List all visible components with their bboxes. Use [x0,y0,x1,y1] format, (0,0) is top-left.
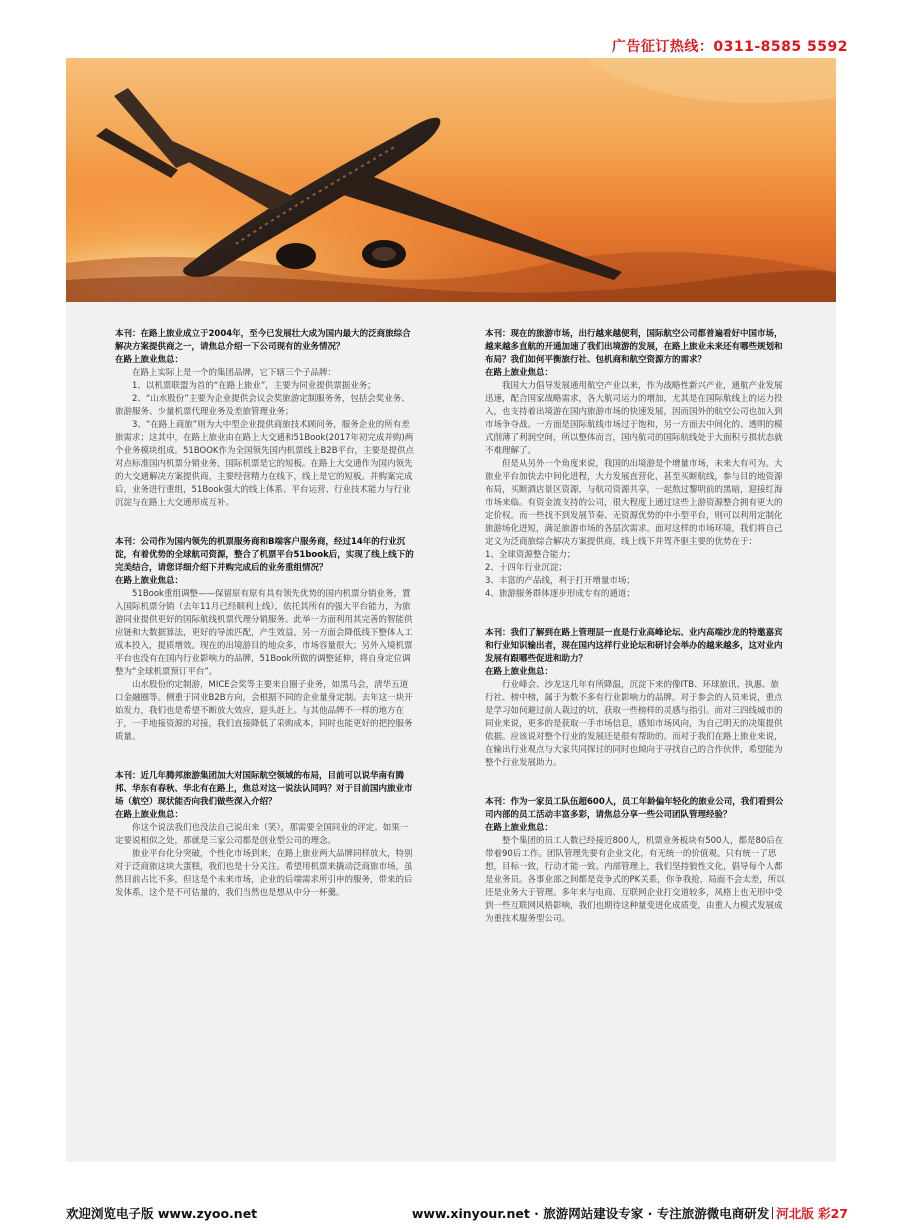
interview-question: 本刊：现在的旅游市场，出行越来越便利，国际航空公司都普遍看好中国市场，越来越多直航的开通加速了我们出境游的发展，在路上旅业未来还有哪些规划和布局？我们如何平衡旅行社、包机商和航空资源方的需求？ [485,329,783,365]
footer-sponsor-text[interactable]: www.xinyour.net · 旅游网站建设专家 · 专注旅游微电商研发 [411,1206,770,1221]
footer-website-link[interactable]: 欢迎浏览电子版 www.zyoo.net [66,1206,258,1221]
answer-paragraph: 51Book重组调整——保留原有原有具有领先优势的国内机票分销业务，置入国际机票分销（去年11月已经顺利上线），依托其所有的强大平台能力，为旅游同业提供更好的国际航线机票代理分销服务。此举一方面利用其完善的智能供应链和大数据算法，更好的导流匹配，产生效益，另一方面会降低线下整体人工成本投入，提质增效。现在的出境游目的地众多，市场容量很大；另外入境机票平台也没有在国内行业影响力的品牌，51Book所做的调整延伸，将自身定位调整为“全球机票预订平台”。 [115,589,413,677]
answer-paragraph: 山水股份的定制游，MICE会奖等主要来自圈子业务，如黑马会，清华五道口金融圈等。侧重于同业B2B方向，会根据不同的企业量身定制。去年这一块开始发力，我们也是希望不断放大效应，迎头赶上。与其他品牌不一样的地方在于，一手地接资源的对接，我们直接降低了采购成本，同时也能更好的把控服务质量。 [115,680,413,742]
page-number: 彩27 [818,1206,848,1221]
answer-paragraph: 2、“山水股份”主要为企业提供会议会奖旅游定制服务务，包括会奖业务、旅游服务、少量机票代理业务及差旅管理业务； [115,394,410,417]
answer-speaker: 在路上旅业焦总： [485,823,554,833]
edition-label: 河北版 [776,1206,814,1221]
answer-paragraph: 3、“在路上商旅”则为大中型企业提供商旅技术顾问务，服务企业的所有差旅需求；这其中，在路上旅业由在路上大交通和51Book(2017年初完成并购)两个业务模块组成。51BOOK作为全国领先国内机票线上B2B平台，主要是提供点对点标准国内机票分销业务，国际机票是它的短板。在路上大交通作为国内领先的大交通解决方案提供商，主要经营精力在线下，线上是它的短板。并购案完成后，业务进行重组，51Book强大的线上体系、平台运营、行业技术能力与行业沉淀与在路上大交通形成互补。 [115,420,415,508]
advantage-list-item: 4、旅游服务群体逐步形成专有的通道； [485,589,635,599]
answer-paragraph: 行业峰会、沙龙这几年有所降温，沉淀下来的像ITB、环球旅讯、执惠、旅行社、榜中榜，属于为数不多有行业影响力的品牌。对于参会的人员来说，重点是学习如何避过前人栽过的坑，获取一些榜样的灵感与指引。而对三四线城市的同业来说，更多的是获取一手市场信息，感知市场风向，为自己明天的决策提供依据。应该说对整个行业的发展还是很有帮助的。而对于我们在路上旅业来说，在输出行业观点与大家共同探讨的同时也倾向于寻找自己的合作伙伴，希望能为整个行业发展助力。 [485,680,783,768]
advantage-list-item: 1、全球资源整合能力； [485,550,576,560]
answer-paragraph: 在路上实际上是一个的集团品牌，它下辖三个子品牌： [132,368,337,378]
advert-hotline: 广告征订热线：0311-8585 5592 [611,39,848,55]
answer-speaker: 在路上旅业焦总： [115,576,184,586]
interview-question: 本刊：在路上旅业成立于2004年，至今已发展壮大成为国内最大的泛商旅综合解决方案提供商之一，请焦总介绍一下公司现有的业务情况？ [115,329,411,352]
interview-question: 本刊：作为一家员工队伍超600人，员工年龄偏年轻化的旅业公司，我们看到公司内部的员工活动丰富多彩，请焦总分享一些公司团队管理经验？ [485,797,784,820]
answer-paragraph: 整个集团的员工人数已经接近800人，机票业务板块有500人，都是80后在带着90后工作。团队管理先要有企业文化，有无统一的价值观。只有统一了思想，目标一致，行动才能一致。内部管理上，我们坚持狼性文化，倡导每个人都是业务员。各事业部之间都是竞争式的PK关系，你争我抢，局面不会太差，所以还是业务大于管理。多年来与电商、互联网企业打交道较多，风格上也无形中受到一些互联网风格影响，我们也期待这种量变进化成质变，由重人力模式发展成为重技术服务型公司。 [485,836,785,924]
interview-question: 本刊：近几年腾邦旅游集团加大对国际航空领域的布局，目前可以说华南有腾邦、华东有春秋、华北有在路上，焦总对这一说法认同吗？对于目前国内旅业市场（航空）现状能否向我们做些深入介绍？ [115,771,413,807]
interview-question: 本刊：我们了解到在路上管理层一直是行业高峰论坛、业内高端沙龙的特邀嘉宾和行业知识输出者，现在国内这样行业论坛和研讨会举办的越来越多，这对业内发展有跟哪些促进和助力？ [485,628,783,664]
answer-speaker: 在路上旅业焦总： [485,368,554,378]
answer-speaker: 在路上旅业焦总： [485,667,554,677]
answer-speaker: 在路上旅业焦总： [115,355,184,365]
answer-paragraph: 但是从另外一个角度来说，我国的出境游是个增量市场，未来大有可为。大旅业平台加快去中间化进程，大力发展直营化，甚至买断航线，参与目的地资源布局，买断酒店景区资源，与航司资源共享，一起熬过黎明前的黑暗，迎接红海市场来临。有资金流支持的公司，很大程度上通过这些上游资源整合拥有更大的定价权。而一些找不到发展节奏、无资源优势的中小型平台，则可以利用定制化旅游场化进短，满足旅游市场的各层次需求。面对这样的市场环境，我们将自己定义为泛商旅综合解决方案提供商，线上线下并驾齐驱主要的优势在于： [485,459,783,547]
advantage-list-item: 3、丰富的产品线，利于打开增量市场； [485,576,635,586]
advantage-list-item: 2、十四年行业沉淀； [485,563,567,573]
footer-divider [772,1207,773,1219]
right-column [485,328,785,926]
footer-right [412,1204,848,1222]
answer-paragraph: 旅业平台化分突破，个性化市场到来，在路上旅业两大品牌同样放大，特别对于泛商旅这块大蛋糕，我们也是十分关注。希望用机票来撬动泛商旅市场，虽然目前占比不多，但这是个未来市场，企业的后端需求所引申的服务，带来的后发体系，这个是不可估量的，我们当然也是想从中分一杯羹。 [115,849,413,898]
answer-paragraph: 1、以机票联盟为首的“在路上旅业”，主要为同业提供票据业务； [132,381,376,391]
answer-paragraph: 你这个说法我们也没法自己说出来（笑），那需要全国同业的评定。如果一定要说相似之处，那就是三家公司都是创业型公司的理念。 [115,823,409,846]
hero-image [66,58,836,302]
answer-speaker: 在路上旅业焦总： [115,810,184,820]
left-column [115,328,415,900]
interview-question: 本刊：公司作为国内领先的机票服务商和B端客户服务商，经过14年的行业沉淀，有着优势的全球航司资源，整合了机票平台51book后，实现了线上线下的完美结合，请您详细介绍下并购完成后的业务重组情况？ [115,537,414,573]
airplane-sunset-photo-icon [66,58,836,302]
answer-paragraph: 我国大力倡导发展通用航空产业以来，作为战略性新兴产业，通航产业发展迅速，配合国家战略需求，各大航司运力的增加，尤其是在国际航线上的运力投入，也支持着出境游在国内旅游市场的快速发展，因而国外的航空公司也加入到市场争夺战。一方面是国际航线市场过于饱和，另一方面去中间化的、透明的模式削薄了利润空间，所以整体而言，国内航司的国际航线处于大面积亏损状态就不难理解了。 [485,381,783,456]
